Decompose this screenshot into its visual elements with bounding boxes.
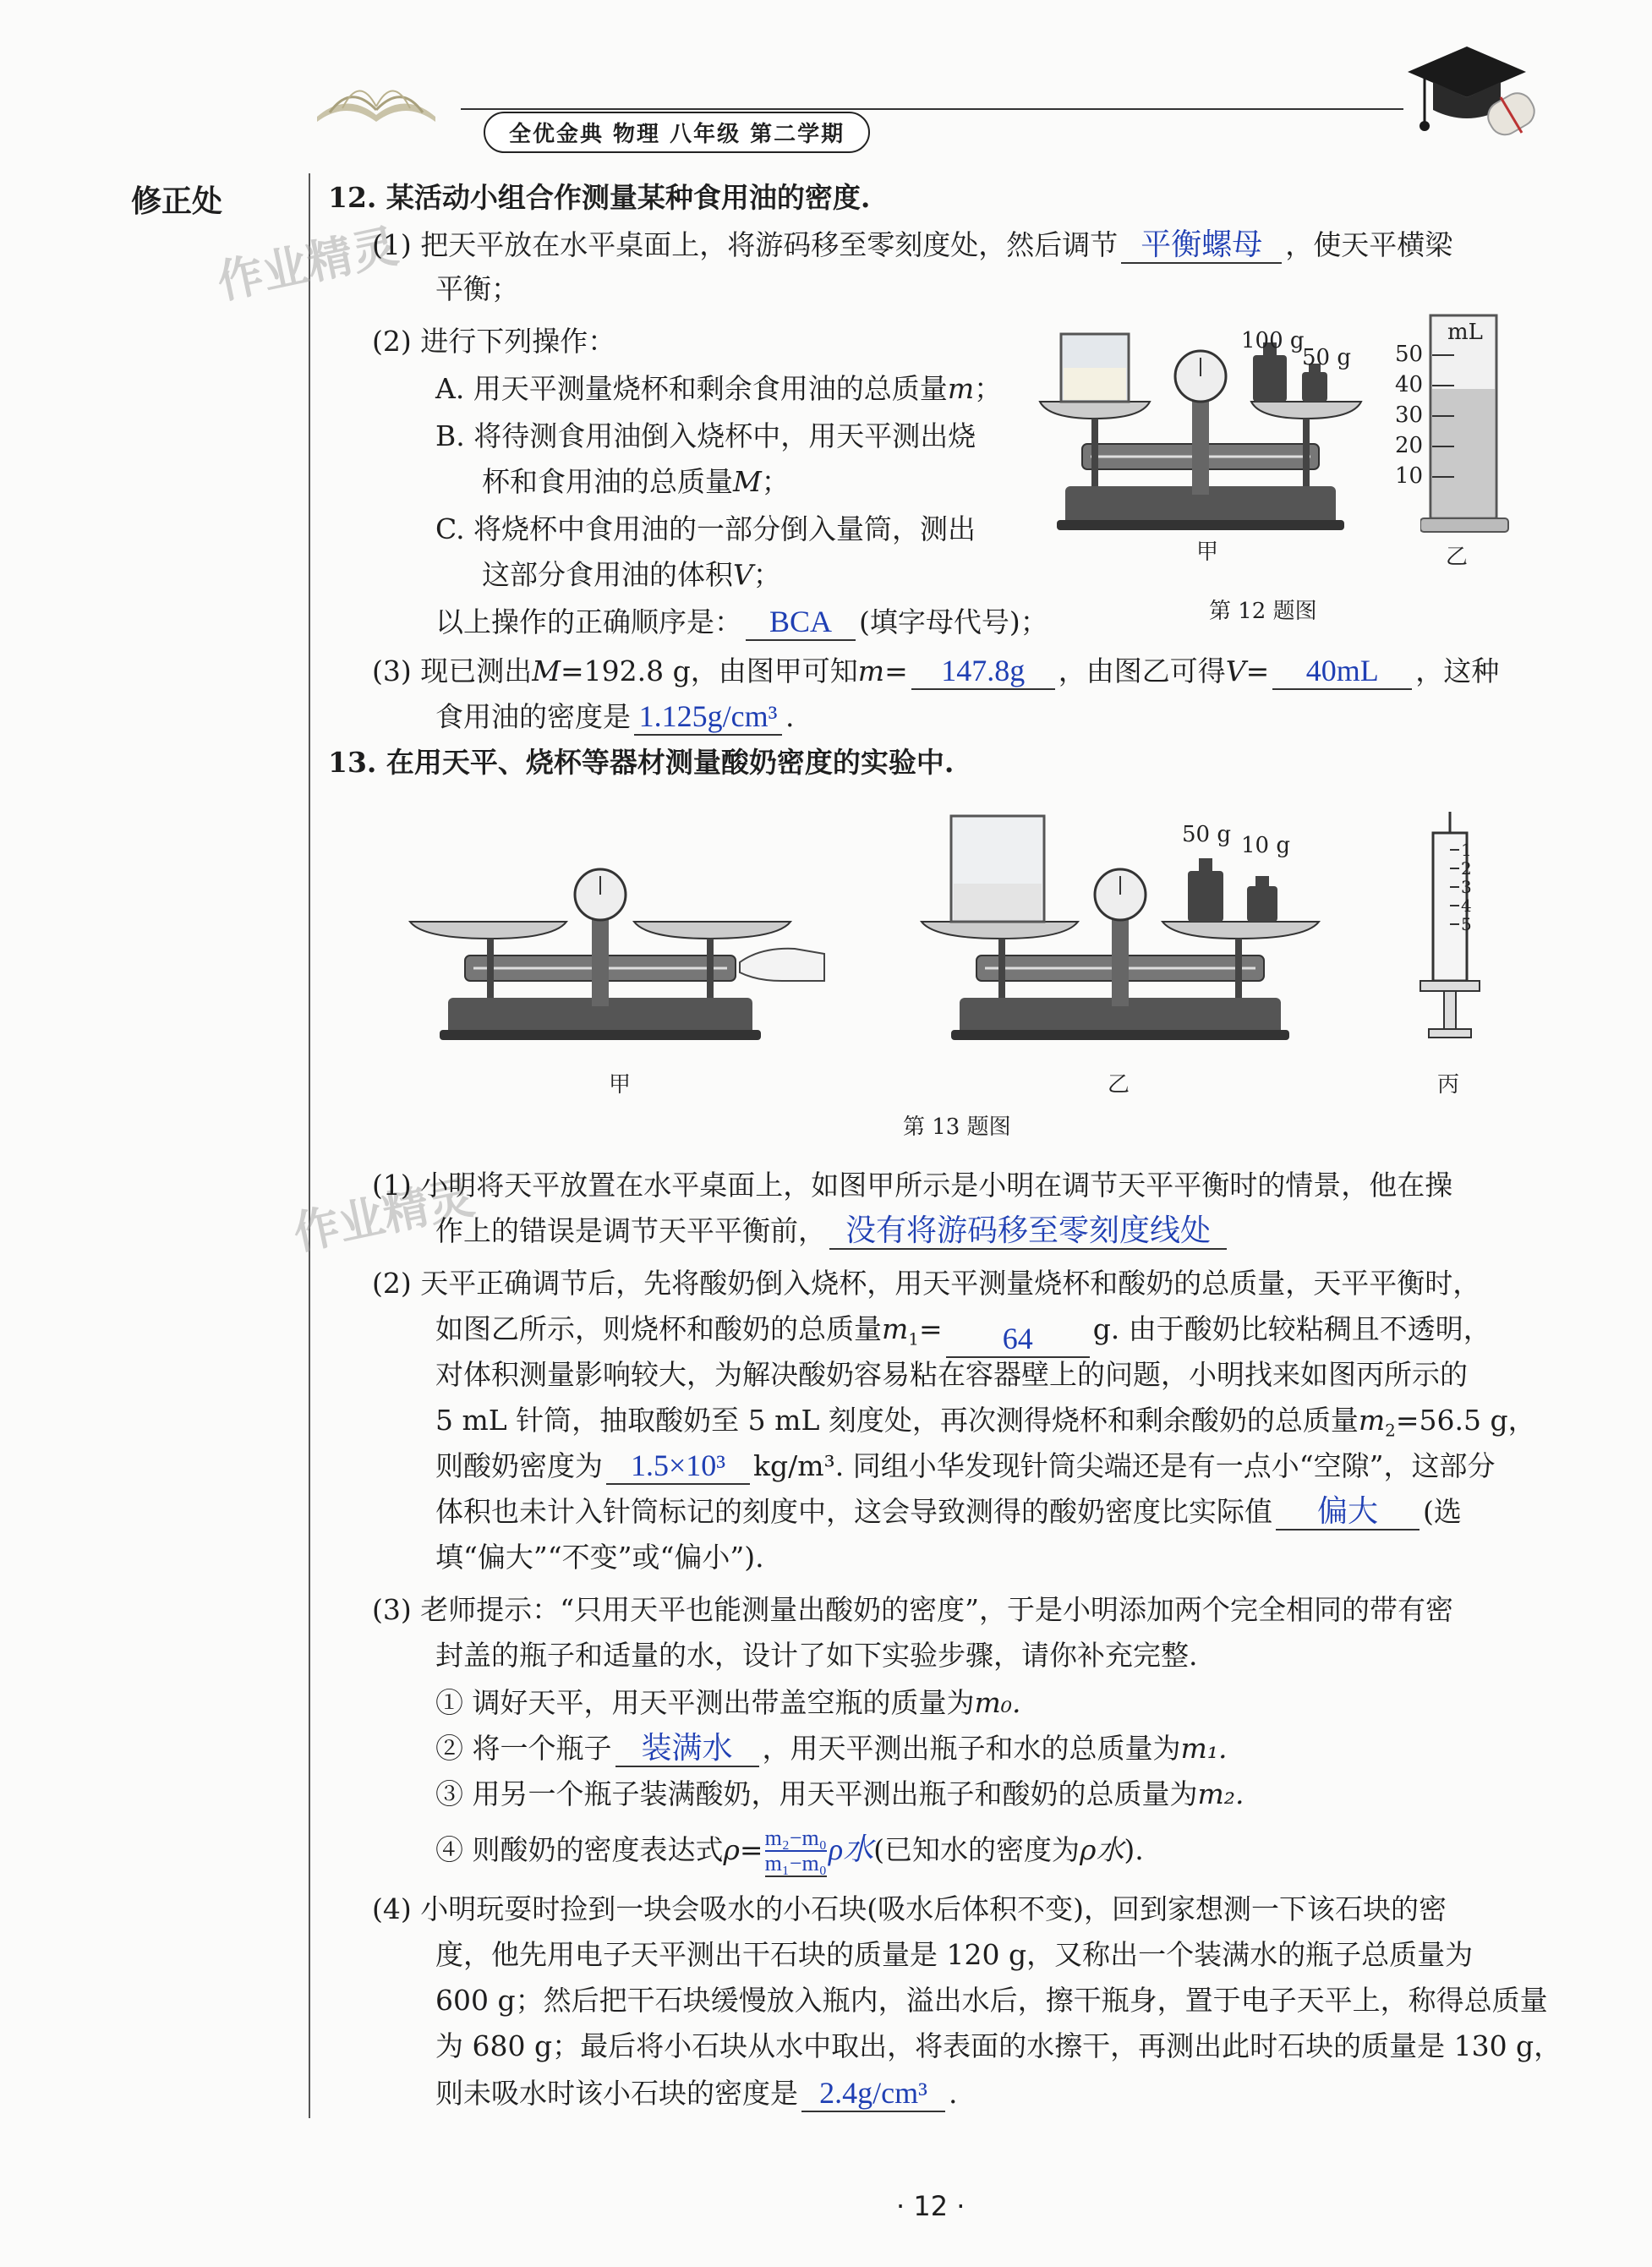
q13-part4-e: 则未吸水时该小石块的密度是 2.4g/cm³ . — [435, 2075, 958, 2112]
answer-blank-12-3: 147.8g — [941, 654, 1026, 687]
header-book-icon — [313, 66, 440, 129]
q13-part4-d: 为 680 g；最后将小石块从水中取出，将表面的水擦干，再测出此时石块的质量是 130 g， — [435, 2029, 1562, 2062]
q12-part1: (1) 把天平放在水平桌面上，将游码移至零刻度处，然后调节 平衡螺母 ，使天平横梁 — [372, 227, 1452, 264]
fig13-label-yi: 乙 — [1108, 1072, 1130, 1098]
page-number: · 12 · — [896, 2190, 965, 2222]
fig12-tick-20: 20 — [1395, 433, 1424, 458]
answer-blank-13-5: 装满水 — [641, 1731, 733, 1765]
header-title: 全优金典 物理 八年级 第二学期 — [484, 112, 870, 153]
fig12-tick-10: 10 — [1395, 463, 1424, 489]
q13-step3: ③ 用另一个瓶子装满酸奶，用天平测出瓶子和酸奶的总质量为m₂. — [435, 1777, 1244, 1810]
fig13-weight-50g: 50 g — [1182, 822, 1231, 847]
q12-part3: (3) 现已测出M=192.8 g，由图甲可知m= 147.8g ，由图乙可得V= 40mL ，这种 — [372, 653, 1499, 690]
answer-blank-12-4: 40mL — [1305, 654, 1379, 687]
fig12-tick-40: 40 — [1395, 372, 1424, 397]
answer-blank-13-3: 1.5×10³ — [630, 1448, 726, 1482]
fig12-label-yi: 乙 — [1446, 545, 1469, 570]
fig12-tick-30: 30 — [1395, 402, 1424, 428]
answer-blank-12-1: 平衡螺母 — [1141, 227, 1263, 261]
graduation-cap-icon — [1399, 38, 1543, 151]
q12-op-b1: B. 将待测食用油倒入烧杯中，用天平测出烧 — [435, 419, 976, 452]
answer-blank-13-2: 64 — [1002, 1321, 1033, 1355]
q13-part4-a: (4) 小明玩耍时捡到一块会吸水的小石块(吸水后体积不变)，回到家想测一下该石块的密 — [372, 1892, 1447, 1925]
fig13-syr-tick-4: 4 — [1461, 895, 1472, 916]
fig13-syr-tick-5: 5 — [1461, 914, 1472, 934]
q12-op-c2: 这部分食用油的体积V； — [482, 558, 781, 591]
watermark-2: 作业精灵 — [288, 1170, 479, 1261]
q13-part3-b: 封盖的瓶子和适量的水，设计了如下实验步骤，请你补充完整. — [435, 1639, 1198, 1672]
fig12-caption: 第 12 题图 — [1209, 599, 1317, 624]
q13-part1: (1) 小明将天平放置在水平桌面上，如图甲所示是小明在调节天平平衡时的情景，他在操 — [372, 1169, 1453, 1202]
q13-step1: ① 调好天平，用天平测出带盖空瓶的质量为m₀. — [435, 1686, 1021, 1719]
fig12-weight-100g: 100 g — [1241, 328, 1305, 353]
q13-part2-f: 体积也未计入针筒标记的刻度中，这会导致测得的酸奶密度比实际值 偏大 (选 — [435, 1493, 1462, 1530]
q13-part2-a: (2) 天平正确调节后，先将酸奶倒入烧杯，用天平测量烧杯和酸奶的总质量，天平平衡时， — [372, 1267, 1481, 1300]
q13-part1-cont: 作上的错误是调节天平平衡前， 没有将游码移至零刻度线处 — [435, 1213, 1230, 1250]
q13-part2-c: 对体积测量影响较大，为解决酸奶容易粘在容器壁上的问题，小明找来如图丙所示的 — [435, 1358, 1468, 1391]
fig13-label-jia: 甲 — [609, 1072, 632, 1098]
q13-part2-b: 如图乙所示，则烧杯和酸奶的总质量$m_1= 64$ g. 由于酸奶比较粘稠且不透明， — [435, 1311, 1491, 1358]
q12-op-a: A. 用天平测量烧杯和剩余食用油的总质量m； — [435, 372, 1003, 405]
watermark-1: 作业精灵 — [212, 219, 403, 309]
fig13-balance-jia — [406, 854, 829, 1052]
margin-divider — [309, 173, 310, 2118]
fig12-tick-50: 50 — [1395, 342, 1424, 367]
answer-blank-13-1: 没有将游码移至零刻度线处 — [845, 1213, 1211, 1247]
q12-part1-cont: 平衡； — [435, 272, 519, 305]
fig12-weight-50g: 50 g — [1302, 345, 1351, 370]
q13-part2-d: 5 mL 针筒，抽取酸奶至 5 mL 刻度处，再次测得烧杯和剩余酸奶的总质量$m_2=56.5$ g， — [435, 1404, 1536, 1441]
fig12-label-jia: 甲 — [1196, 539, 1219, 565]
answer-blank-13-6: $\frac{\text{m₂−m₀}}{\text{m₁−m₀}}$ — [764, 1826, 827, 1875]
fig12-cylinder-unit: mL — [1447, 320, 1483, 345]
q13-step4: ④ 则酸奶的密度表达式ρ= $\frac{\text{m₂−m₀}}{\text{m₁−m₀}}$ ρ水(已知水的密度为ρ水). — [435, 1826, 1144, 1875]
q12-part3-cont: 食用油的密度是 1.125g/cm³ . — [435, 698, 795, 736]
fig13-caption: 第 13 题图 — [903, 1114, 1011, 1140]
fig13-syr-tick-1: 1 — [1461, 840, 1472, 860]
q13-part3-a: (3) 老师提示：“只用天平也能测量出酸奶的密度”，于是小明添加两个完全相同的带有密 — [372, 1593, 1453, 1626]
q12-part2: (2) 进行下列操作： — [372, 325, 616, 358]
fig13-syringe — [1412, 808, 1488, 1056]
answer-blank-13-7: 2.4g/cm³ — [819, 2076, 927, 2110]
fig13-label-bing: 丙 — [1437, 1072, 1460, 1098]
margin-label: 修正处 — [131, 184, 223, 219]
q13-part2-e: 则酸奶密度为 1.5×10³ kg/m³. 同组小华发现针筒尖端还是有一点小“空隙”，这部分 — [435, 1448, 1495, 1485]
q13-part4-c: 600 g；然后把干石块缓慢放入瓶内，溢出水后，擦干瓶身，置于电子天平上，称得总质量 — [435, 1984, 1548, 2017]
q12-op-b2: 杯和食用油的总质量M； — [482, 465, 790, 498]
answer-blank-12-5: 1.125g/cm³ — [638, 699, 778, 733]
fig13-weight-10g: 10 g — [1241, 833, 1290, 858]
fig13-syr-tick-3: 3 — [1461, 877, 1472, 897]
q12-order: 以上操作的正确顺序是： BCA (填字母代号)； — [435, 604, 1048, 641]
answer-blank-13-4: 偏大 — [1316, 1494, 1378, 1528]
q13-part4-b: 度，他先用电子天平测出干石块的质量是 120 g，又称出一个装满水的瓶子总质量为 — [435, 1938, 1474, 1971]
q13-step2: ② 将一个瓶子 装满水 ，用天平测出瓶子和水的总质量为m₁. — [435, 1730, 1228, 1767]
q12-op-c1: C. 将烧杯中食用油的一部分倒入量筒，测出 — [435, 512, 976, 545]
header-rule — [461, 108, 1403, 110]
q13-stem: 13. 在用天平、烧杯等器材测量酸奶密度的实验中. — [328, 746, 955, 779]
q12-stem: 12. 某活动小组合作测量某种食用油的密度. — [328, 181, 871, 214]
answer-blank-12-2: BCA — [769, 605, 833, 638]
q13-part2-g: 填“偏大”“不变”或“偏小”). — [435, 1541, 764, 1574]
fig13-syr-tick-2: 2 — [1461, 858, 1472, 879]
